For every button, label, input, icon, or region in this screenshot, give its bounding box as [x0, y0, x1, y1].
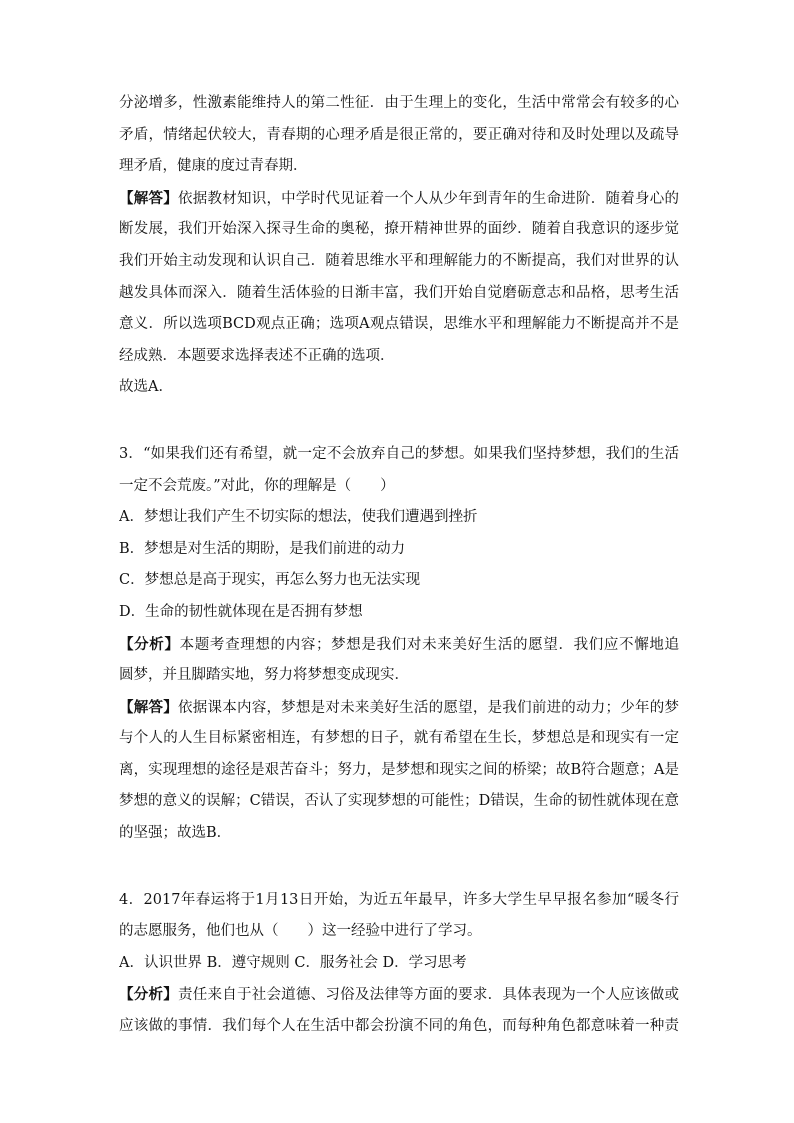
- analysis-line: [119, 979, 679, 1011]
- analysis-text: 责任来自于社会道德、习俗及法律等方面的要求．具体表现为一个人应该做或: [177, 987, 679, 1004]
- answer-text: 依据教材知识，中学时代见证着一个人从少年到青年的生命进阶．随着身心的: [177, 190, 679, 207]
- answer-tag: 【解答】: [119, 189, 178, 207]
- answer-line: 与个人的人生目标紧密相连，有梦想的日子，就有希望在生长，梦想总是和现实有一定: [119, 730, 679, 747]
- answer-tag: 【解答】: [119, 698, 178, 716]
- analysis-line: 圆梦，并且脚踏实地，努力将梦想变成现实．: [119, 667, 409, 684]
- question-stem-line: 一定不会荒废。”对此，你的理解是（ ）: [119, 477, 395, 494]
- analysis-line: [119, 629, 679, 661]
- spacer: [119, 850, 679, 885]
- answer-line: [119, 692, 679, 724]
- options-line: A．认识世界 B．遵守规则 C．服务社会 D．学习思考: [119, 954, 467, 971]
- option-c: C．梦想总是高于现实，再怎么努力也无法实现: [119, 572, 421, 589]
- question-stem-line: 的志愿服务，他们也从（ ）这一经验中进行了学习。: [119, 923, 482, 940]
- answer-line: 离，实现理想的途径是艰苦奋斗；努力，是梦想和现实之间的桥梁；故B符合题意；A是: [119, 761, 679, 778]
- answer-line: 越发具体而深入．随着生活体验的日渐丰富，我们开始自觉磨砺意志和品格，思考生活: [119, 284, 679, 301]
- question-stem-line: 3．“如果我们还有希望，就一定不会放弃自己的梦想。如果我们坚持梦想，我们的生活: [119, 445, 679, 462]
- question-stem-line: 4．2017年春运将于1月13日开始，为近五年最早，许多大学生早早报名参加“暖冬行: [119, 891, 679, 908]
- analysis-line: 应该做的事情．我们每个人在生活中都会扮演不同的角色，而每种角色都意味着一种责: [119, 1018, 679, 1035]
- paragraph-line: 矛盾，情绪起伏较大，青春期的心理矛盾是很正常的，要正确对待和及时处理以及疏导: [119, 126, 679, 143]
- answer-line: 意义．所以选项BCD观点正确；选项A观点错误，思维水平和理解能力不断提高并不是: [119, 316, 679, 333]
- option-b: B．梦想是对生活的期盼，是我们前进的动力: [119, 540, 406, 557]
- option-d: D．生命的韧性就体现在是否拥有梦想: [119, 603, 363, 620]
- analysis-tag: 【分析】: [119, 635, 180, 653]
- answer-line: 经成熟．本题要求选择表述不正确的选项．: [119, 347, 395, 364]
- paragraph-line: 理矛盾，健康的度过青春期．: [119, 158, 308, 175]
- page-content: [119, 88, 679, 1043]
- answer-line: 梦想的意义的误解；C错误，否认了实现梦想的可能性；D错误，生命的韧性就体现在意: [119, 793, 679, 810]
- answer-line: 的坚强；故选B．: [119, 825, 232, 842]
- analysis-tag: 【分析】: [119, 986, 178, 1004]
- answer-line: 我们开始主动发现和认识自己．随着思维水平和理解能力的不断提高，我们对世界的认: [119, 252, 679, 269]
- answer-line: 断发展，我们开始深入探寻生命的奥秘，撩开精神世界的面纱．随着自我意识的逐步觉: [119, 221, 679, 238]
- spacer: [119, 404, 679, 439]
- paragraph-line: 分泌增多，性激素能维持人的第二性征．由于生理上的变化，生活中常常会有较多的心: [119, 95, 679, 111]
- conclusion-line: 故选A．: [119, 379, 173, 396]
- analysis-text: 本题考查理想的内容；梦想是我们对未来美好生活的愿望．我们应不懈地追: [179, 636, 679, 653]
- answer-line: [119, 183, 679, 215]
- option-a: A．梦想让我们产生不切实际的想法，使我们遭遇到挫折: [119, 509, 478, 526]
- answer-text: 依据课本内容，梦想是对未来美好生活的愿望，是我们前进的动力；少年的梦: [177, 699, 679, 716]
